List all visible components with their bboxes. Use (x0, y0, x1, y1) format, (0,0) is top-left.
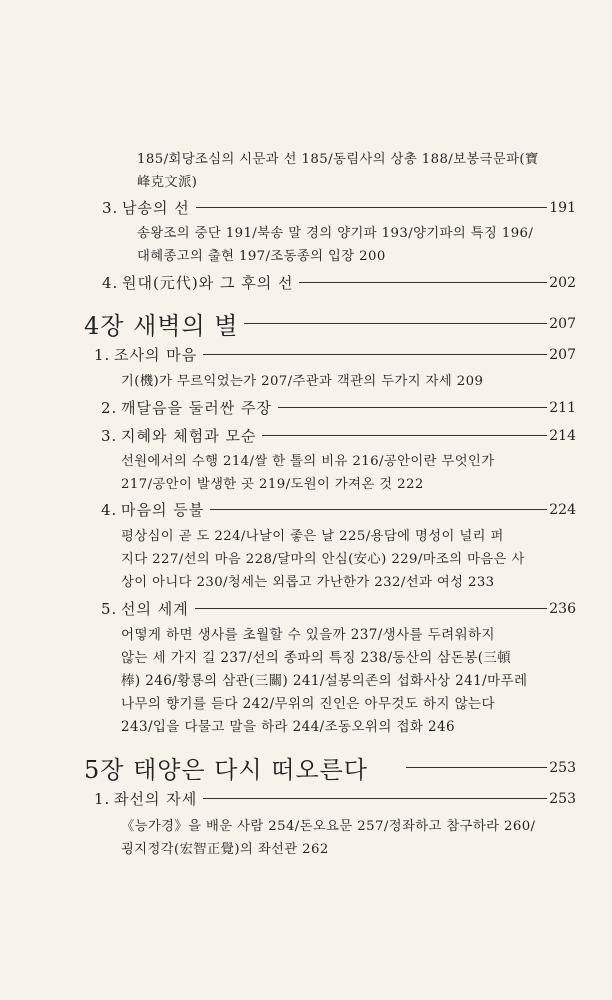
leader-rule (262, 435, 547, 436)
leader-rule (210, 509, 547, 510)
toc-entry[interactable] (0, 788, 612, 809)
chapter-page: 207 (549, 315, 576, 332)
toc-entry[interactable] (0, 344, 612, 365)
entry-number: 1. (94, 790, 111, 808)
toc-entry[interactable] (0, 397, 612, 418)
entry-title: 좌선의 자세 (114, 790, 198, 808)
leader-rule (195, 608, 548, 609)
entry-title: 깨달음을 둘러싼 주장 (121, 399, 272, 417)
entry-number: 2. (101, 399, 118, 417)
chapter-heading[interactable] (0, 306, 612, 341)
entry-number: 1. (94, 346, 111, 364)
leader-rule (244, 323, 547, 324)
section-description: 송왕조의 중단 191/북송 말 경의 양기파 193/양기파의 특징 196/ 대혜종고의 출현 197/조동종의 입장 200 (137, 226, 534, 264)
entry-page: 211 (549, 399, 576, 416)
leader-rule (203, 798, 547, 799)
chapter-title: 4장 새벽의 별 (84, 312, 239, 340)
toc-entry[interactable] (0, 598, 612, 619)
chapter-page: 253 (549, 759, 576, 776)
toc-entry[interactable] (0, 197, 612, 218)
entry-page: 236 (549, 600, 576, 617)
entry-title: 선의 세계 (121, 600, 189, 618)
leader-rule (278, 407, 547, 408)
entry-page: 202 (549, 274, 576, 291)
entry-number: 5. (101, 600, 118, 618)
toc-entry[interactable] (0, 272, 612, 293)
toc-entry[interactable] (0, 499, 612, 520)
section-description: 평상심이 곧 도 224/나날이 좋은 날 225/용담에 명성이 널리 퍼 지다 227/선의 마음 228/달마의 안심(安心) 229/마조의 마음은 사 상이 아니다 230/청세는 외롭고 가난한가 232/선과 여성 233 (121, 529, 525, 590)
entry-page: 207 (549, 346, 576, 363)
leader-rule (203, 354, 547, 355)
entry-page: 191 (549, 199, 576, 216)
entry-number: 4. (102, 274, 119, 292)
entry-number: 4. (101, 501, 118, 519)
leader-rule (406, 767, 547, 768)
chapter-title: 5장 태양은 다시 떠오른다 (84, 756, 368, 784)
section-description: 《능가경》을 배운 사람 254/돈오요문 257/정좌하고 참구하라 260/ 굉지정각(宏智正覺)의 좌선관 262 (121, 819, 536, 857)
entry-number: 3. (102, 199, 119, 217)
toc-entry[interactable] (0, 425, 612, 446)
entry-page: 214 (549, 427, 576, 444)
section-description: 기(機)가 무르익었는가 207/주관과 객관의 두가지 자세 209 (121, 374, 484, 389)
entry-number: 3. (101, 427, 118, 445)
entry-title: 원대(元代)와 그 후의 선 (122, 274, 294, 292)
section-description: 어떻게 하면 생사를 초월할 수 있을까 237/생사를 두려워하지 않는 세 가지 길 237/선의 종파의 특징 238/동산의 삼돈봉(三頓 棒) 246/황룡의 삼관(三關) 241/설봉의존의 섭화사상 241/마푸레 나무의 향기를 듣다 242/무위의 진인은 아무것도 하지 않는다 243/입을 다물고 말을 하라 244/조동오위의 접화 246 (121, 627, 528, 735)
section-description: 선원에서의 수행 214/쌀 한 톨의 비유 216/공안이란 무엇인가 217/공안이 발생한 곳 219/도원이 가져온 것 222 (121, 454, 495, 492)
section-description: 185/회당조심의 시문과 선 185/동림사의 상총 188/보봉극문파(寶 峰克文派) (137, 152, 539, 190)
entry-title: 조사의 마음 (114, 346, 198, 364)
chapter-heading[interactable] (0, 750, 612, 785)
entry-title: 남송의 선 (122, 199, 190, 217)
entry-title: 마음의 등불 (121, 501, 205, 519)
entry-page: 224 (549, 501, 576, 518)
leader-rule (196, 207, 548, 208)
entry-title: 지혜와 체험과 모순 (121, 427, 257, 445)
entry-page: 253 (549, 790, 576, 807)
leader-rule (299, 282, 547, 283)
